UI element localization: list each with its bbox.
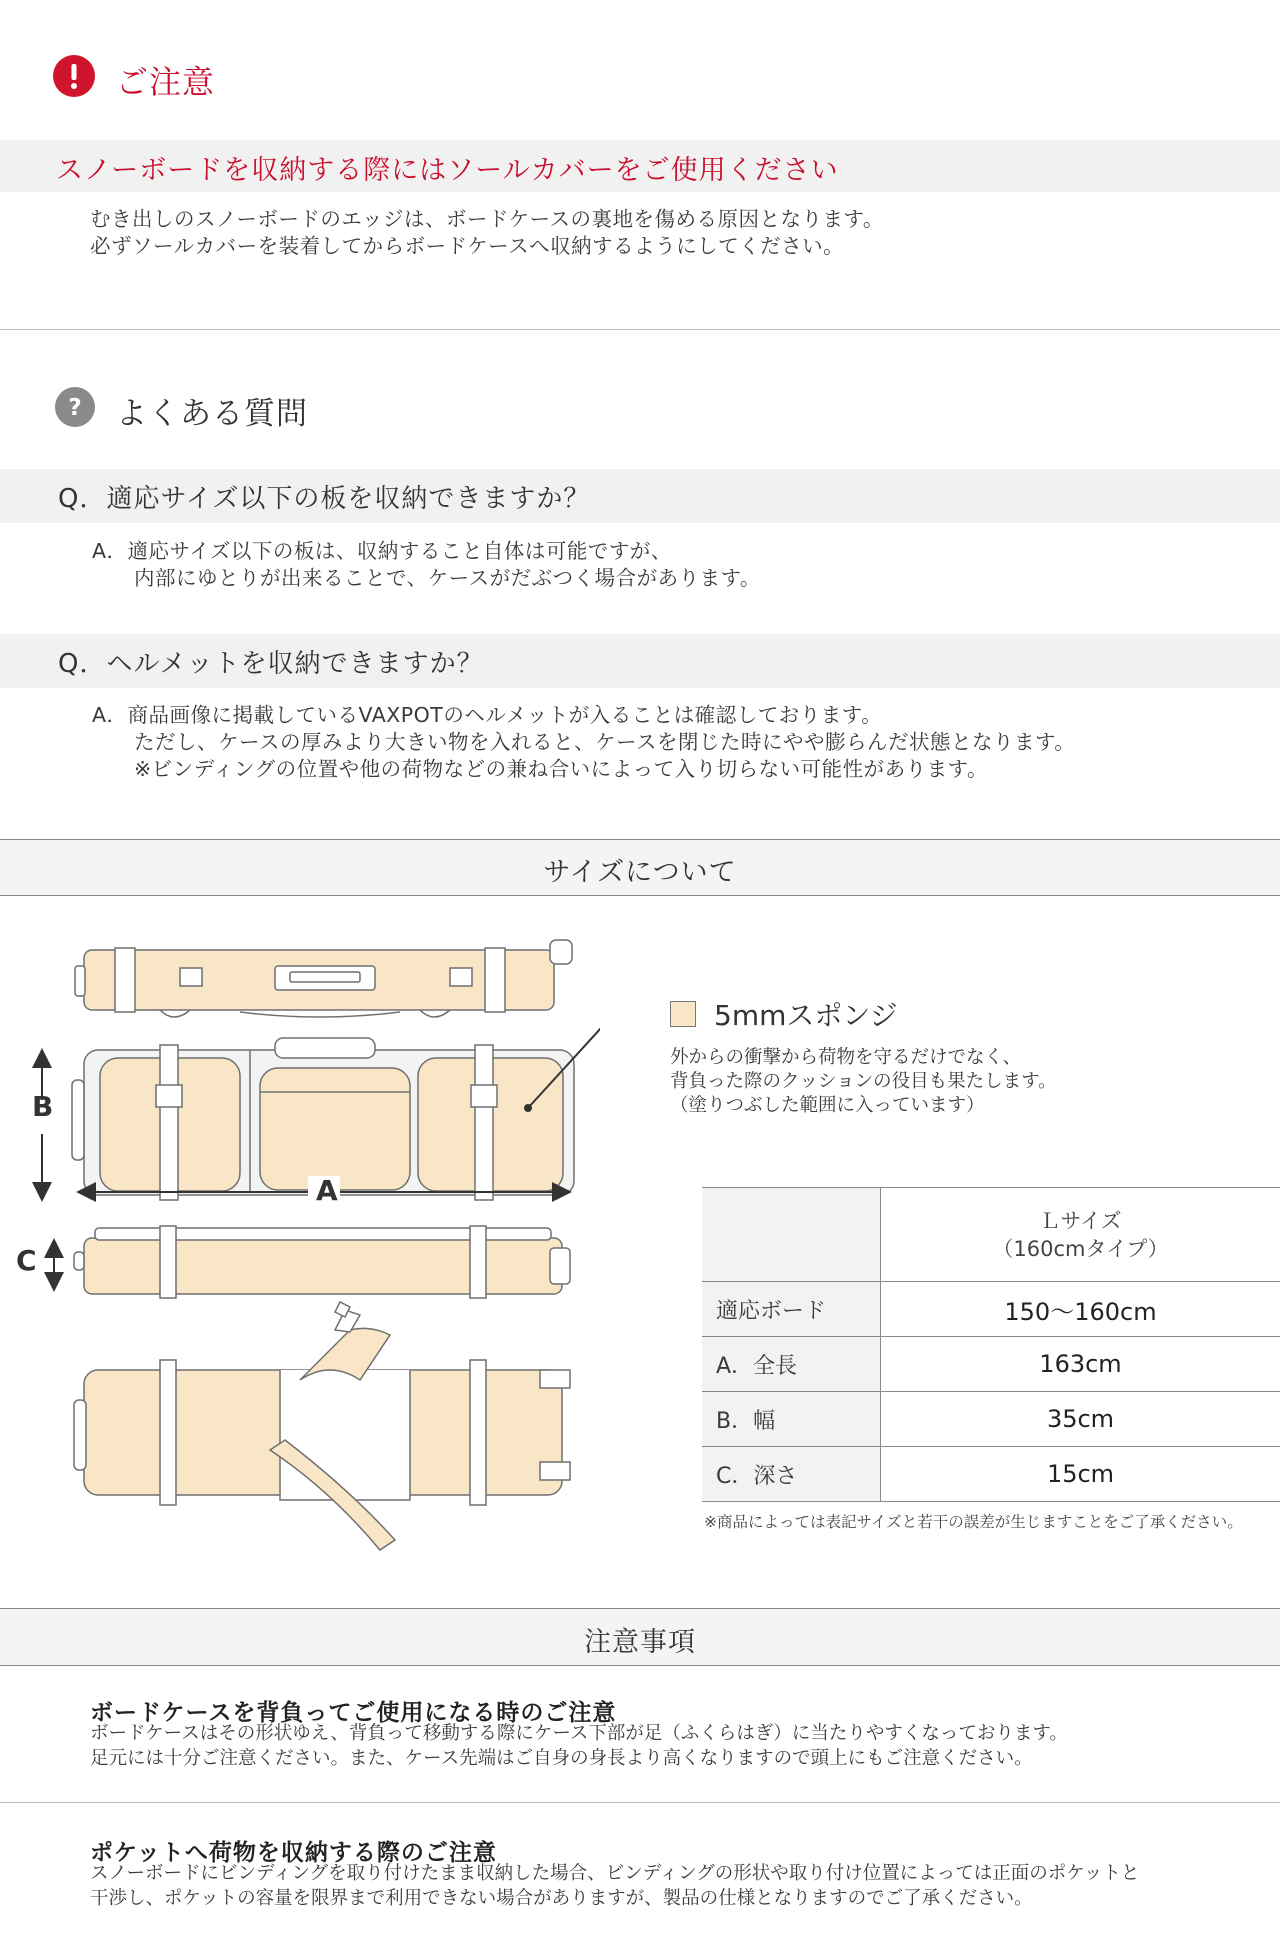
size-table <box>702 1187 1280 1502</box>
faq-answer-2-line-2: ただし、ケースの厚みより大きい物を入れると、ケースを閉じた時にやや膨らんだ状態となります。 <box>134 730 1076 754</box>
divider <box>0 329 1280 330</box>
table-column-header <box>881 1188 1280 1282</box>
note-1-line-2: 足元には十分ご注意ください。また、ケース先端はご自身の身長より高くなりますので頭上にもご注意ください。 <box>90 1748 1033 1769</box>
divider <box>0 895 1280 896</box>
faq-question-1: Q．適応サイズ以下の板を収納できますか？ <box>58 484 591 514</box>
caution-subtitle: スノーボードを収納する際にはソールカバーをご使用ください <box>56 155 839 186</box>
table-row-label: 適応ボード <box>702 1282 881 1337</box>
table-header-row <box>702 1188 1280 1282</box>
sponge-description-line: （塗りつぶした範囲に入っています） <box>670 1095 985 1116</box>
sponge-description-line: 外からの衝撃から荷物を守るだけでなく、 <box>670 1047 1022 1068</box>
column-header-line: （160cmタイプ） <box>992 1236 1169 1261</box>
table-row-value: 35cm <box>881 1392 1280 1447</box>
size-footnote: ※商品によっては表記サイズと若干の誤差が生じますことをご了承ください。 <box>704 1513 1243 1531</box>
column-header-line: Ｌサイズ <box>1039 1208 1122 1233</box>
table-row-label: C．深さ <box>702 1447 881 1502</box>
table-row-value: 150〜160cm <box>881 1282 1280 1337</box>
caution-line-2: 必ずソールカバーを装着してからボードケースへ収納するようにしてください。 <box>90 234 845 258</box>
table-row <box>702 1337 1280 1392</box>
dimension-label-b: B <box>32 1090 54 1123</box>
faq-question-2: Q．ヘルメットを収納できますか？ <box>58 649 484 679</box>
faq-answer-1-line-2: 内部にゆとりが出来ることで、ケースがだぶつく場合があります。 <box>134 566 761 590</box>
svg-text:?: ? <box>68 395 82 421</box>
table-row <box>702 1447 1280 1502</box>
sponge-description-line: 背負った際のクッションの役目も果たします。 <box>670 1071 1057 1092</box>
dimension-label-a: A <box>316 1174 338 1207</box>
faq-answer-2-line-3: ※ビンディングの位置や他の荷物などの兼ね合いによって入り切らない可能性があります。 <box>134 757 988 781</box>
note-1-title: ボードケースを背負ってご使用になる時のご注意 <box>90 1700 617 1726</box>
table-corner-cell <box>702 1188 881 1282</box>
faq-answer-2-line-1: A．商品画像に掲載しているVAXPOTのヘルメットが入ることは確認しております。 <box>92 703 883 727</box>
table-row-label: B．幅 <box>702 1392 881 1447</box>
table-row <box>702 1282 1280 1337</box>
sponge-label: 5mmスポンジ <box>714 999 898 1032</box>
exclamation-icon <box>52 54 96 98</box>
note-2-line-2: 干渉し、ポケットの容量を限界まで利用できない場合がありますが、製品の仕様となりますのでご了承ください。 <box>90 1888 1033 1909</box>
sponge-description <box>670 1046 1057 1118</box>
divider <box>0 1665 1280 1666</box>
table-row <box>702 1392 1280 1447</box>
caution-heading: ご注意 <box>116 63 216 101</box>
table-row-value: 163cm <box>881 1337 1280 1392</box>
faq-answer-1-line-1: A．適応サイズ以下の板は、収納すること自体は可能ですが、 <box>92 539 672 563</box>
notes-heading: 注意事項 <box>584 1627 696 1658</box>
sponge-swatch <box>670 1001 696 1027</box>
dimension-label-c: C <box>16 1244 37 1277</box>
size-heading: サイズについて <box>543 857 737 888</box>
note-1-line-1: ボードケースはその形状ゆえ、背負って移動する際にケース下部が足（ふくらはぎ）に当たりやすくなっております。 <box>90 1723 1068 1744</box>
faq-heading: よくある質問 <box>116 396 308 432</box>
divider <box>0 1802 1280 1803</box>
table-row-label: A．全長 <box>702 1337 881 1392</box>
note-2-line-1: スノーボードにビンディングを取り付けたまま収納した場合、ビンディングの形状や取り付け位置によっては正面のポケットと <box>90 1863 1140 1884</box>
table-row-value: 15cm <box>881 1447 1280 1502</box>
note-2-title: ポケットへ荷物を収納する際のご注意 <box>90 1840 497 1866</box>
board-case-illustration <box>0 930 600 1560</box>
question-icon <box>54 386 96 428</box>
caution-line-1: むき出しのスノーボードのエッジは、ボードケースの裏地を傷める原因となります。 <box>90 207 884 231</box>
